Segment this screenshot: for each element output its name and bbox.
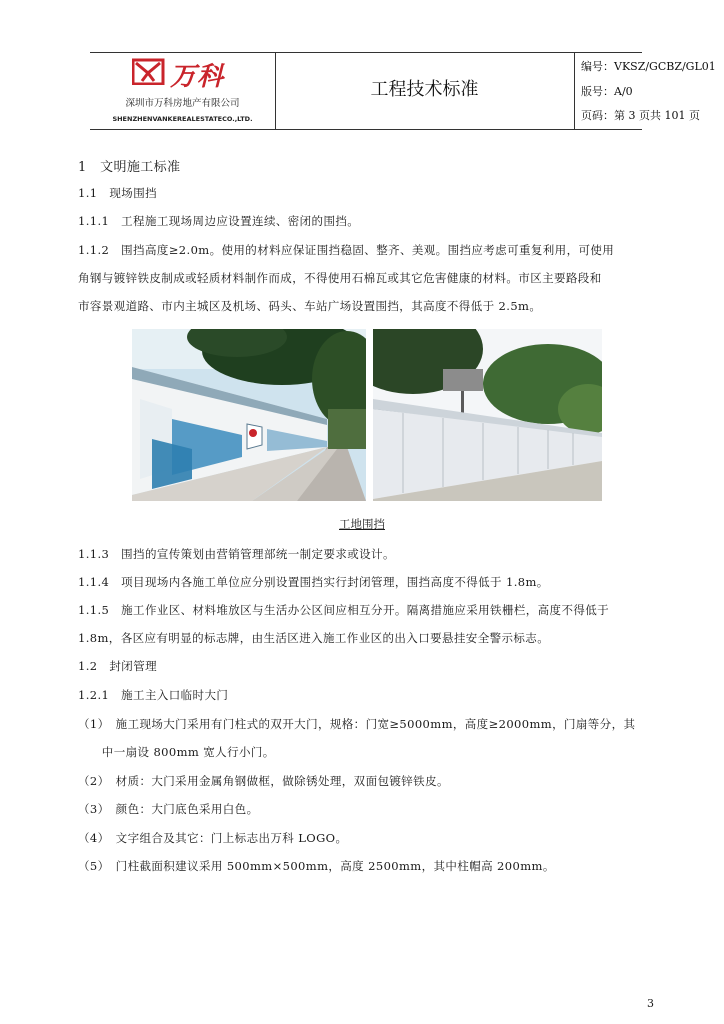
photo-caption: 工地围挡	[339, 517, 385, 531]
paragraph-line: 1.8m，各区应有明显的标志牌，由生活区进入施工作业区的出入口要悬挂安全警示标志。	[78, 631, 550, 645]
logo-wordmark: 万科	[170, 62, 225, 92]
list-item: （2） 材质：大门采用金属角钢做框，做除锈处理，双面包镀锌铁皮。	[78, 774, 449, 788]
section-heading: 1 文明施工标准	[78, 160, 181, 175]
hoarding-photo-right	[373, 329, 602, 501]
company-logo-block	[90, 53, 276, 129]
list-item-continuation: 中一扇设 800mm 宽人行小门。	[78, 745, 275, 759]
paragraph-line: 1.1.5 施工作业区、材料堆放区与生活办公区间应相互分开。隔离措施应采用铁栅栏，高度不得低于	[78, 603, 610, 617]
title-cell	[275, 53, 575, 129]
list-item: （1） 施工现场大门采用有门柱式的双开大门，规格：门宽≥5000mm，高度≥2000mm，门扇等分，其	[78, 717, 636, 731]
paragraph-line: 1.1.1 工程施工现场周边应设置连续、密闭的围挡。	[78, 214, 360, 228]
vanke-logo-icon	[132, 57, 166, 85]
paragraph-line: 角钢与镀锌铁皮制成或轻质材料制作而成，不得使用石棉瓦或其它危害健康的材料。市区主要路段和	[78, 271, 602, 285]
doc-page-info: 页码：第 3 页共 101 页	[581, 109, 700, 122]
document-header	[90, 52, 716, 130]
document-title: 工程技术标准	[370, 79, 479, 100]
subsection-heading: 1.2.1 施工主入口临时大门	[78, 688, 229, 702]
hoarding-photo-left	[132, 329, 366, 501]
subsection-heading: 1.1 现场围挡	[78, 186, 157, 200]
company-name-en: SHENZHENVANKEREALESTATECO.,LTD.	[112, 115, 253, 123]
paragraph-line: 1.1.2 围挡高度≥2.0m。使用的材料应保证围挡稳固、整齐、美观。围挡应考虑可重复利用，可使用	[78, 243, 615, 257]
paragraph-line: 1.1.4 项目现场内各施工单位应分别设置围挡实行封闭管理，围挡高度不得低于 1.8m。	[78, 575, 549, 589]
company-name-cn: 深圳市万科房地产有限公司	[125, 98, 240, 109]
page-number: 3	[647, 997, 654, 1010]
paragraph-line: 1.1.3 围挡的宣传策划由营销管理部统一制定要求或设计。	[78, 547, 395, 561]
doc-version: 版号：A/0	[581, 85, 633, 98]
list-item: （5） 门柱截面积建议采用 500mm×500mm，高度 2500mm，其中柱帽高 200mm。	[78, 859, 555, 873]
list-item: （3） 颜色：大门底色采用白色。	[78, 802, 259, 816]
subsection-heading: 1.2 封闭管理	[78, 659, 157, 673]
paragraph-line: 市容景观道路、市内主城区及机场、码头、车站广场设置围挡，其高度不得低于 2.5m。	[78, 299, 542, 313]
list-item: （4） 文字组合及其它：门上标志出万科 LOGO。	[78, 831, 348, 845]
doc-number: 编号：VKSZ/GCBZ/GL01	[581, 60, 716, 73]
document-meta	[575, 53, 724, 129]
